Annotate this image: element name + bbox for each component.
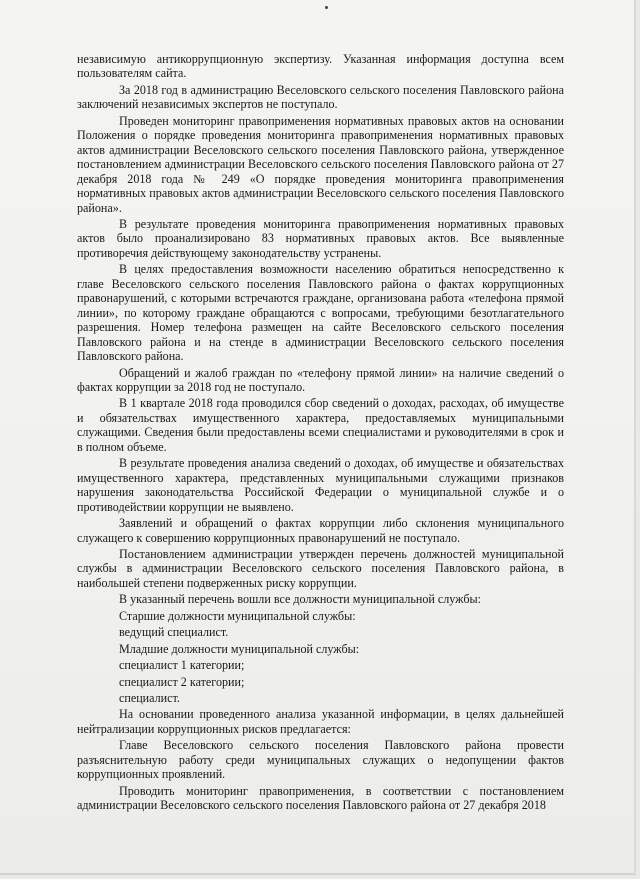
list-item: специалист 2 категории; xyxy=(119,674,245,689)
paragraph: Обращений и жалоб граждан по «телефону прямой линии» на наличие сведений о фактах коррупции за 2018 год не поступало. xyxy=(77,365,564,394)
paragraph: В целях предоставления возможности населению обратиться непосредственно к главе Веселовского сельского поселения Павловского района о фактах коррупционных правонарушений, с которыми встречаются граждане, организована работа «телефона прямой линии», по которому граждане обращаются с вопросами, требующими безотлагательного разрешения. Номер телефона размещен на сайте Веселовского сельского поселения Павловского района и на стенде в администрации Веселовского сельского поселения Павловского района. xyxy=(77,262,564,364)
document-body xyxy=(77,52,564,815)
list-item: ведущий специалист. xyxy=(119,625,229,640)
paragraph: независимую антикоррупционную экспертизу. Указанная информация доступна всем пользователям сайта. xyxy=(77,52,564,81)
paragraph: Главе Веселовского сельского поселения Павловского района провести разъяснительную работу среди муниципальных служащих о недопущении фактов коррупционных проявлений. xyxy=(77,738,564,782)
list-item: Младшие должности муниципальной службы: xyxy=(119,641,360,656)
list-item: специалист. xyxy=(119,691,180,706)
page-dot-mark xyxy=(325,6,328,9)
paragraph: В указанный перечень вошли все должности муниципальной службы: xyxy=(119,592,482,607)
paragraph: За 2018 год в администрацию Веселовского сельского поселения Павловского района заключений независимых экспертов не поступало. xyxy=(77,82,564,112)
list-item: специалист 1 категории; xyxy=(119,658,245,673)
paragraph: В 1 квартале 2018 года проводился сбор сведений о доходах, расходах, об имуществе и обязательствах имущественного характера, предоставляемых муниципальными служащими. Сведения были предоставлены всеми специалистами и руководителями в срок и в полном объеме. xyxy=(77,396,564,454)
list-item: Старшие должности муниципальной службы: xyxy=(119,608,356,623)
paragraph: Проводить мониторинг правоприменения, в соответствии с постановлением администрации Веселовского сельского поселения Павловского района от 27 декабря 2018 xyxy=(77,783,564,813)
paragraph: Постановлением администрации утвержден перечень должностей муниципальной службы в администрации Веселовского сельского поселения Павловского района, в наибольшей степени подверженных риску коррупции. xyxy=(77,546,564,590)
paragraph: В результате проведения мониторинга правоприменения нормативных правовых актов было проанализировано 83 нормативных правовых актов. Все выявленные противоречия действующему законодательству устранены. xyxy=(77,216,564,260)
paragraph: Проведен мониторинг правоприменения нормативных правовых актов на основании Положения о порядке проведения мониторинга правоприменения нормативных правовых актов администрации Веселовского сельского поселения Павловского района, утвержденное постановлением администрации Веселовского сельского поселения Павловского района от 27 декабря 2018 года № 249 «О порядке проведения мониторинга правоприменения нормативных правовых актов администрации Веселовского сельского поселения Павловского района». xyxy=(77,113,564,215)
paragraph: В результате проведения анализа сведений о доходах, об имуществе и обязательствах имущественного характера, представленных муниципальными служащими признаков нарушения законодательства Российской Федерации о муниципальной службе и о противодействии коррупции не выявлено. xyxy=(77,456,564,514)
paragraph: Заявлений и обращений о фактах коррупции либо склонения муниципального служащего к совершению коррупционных правонарушений не поступало. xyxy=(77,516,564,545)
paragraph: На основании проведенного анализа указанной информации, в целях дальнейшей нейтрализации коррупционных рисков предлагается: xyxy=(77,707,564,736)
